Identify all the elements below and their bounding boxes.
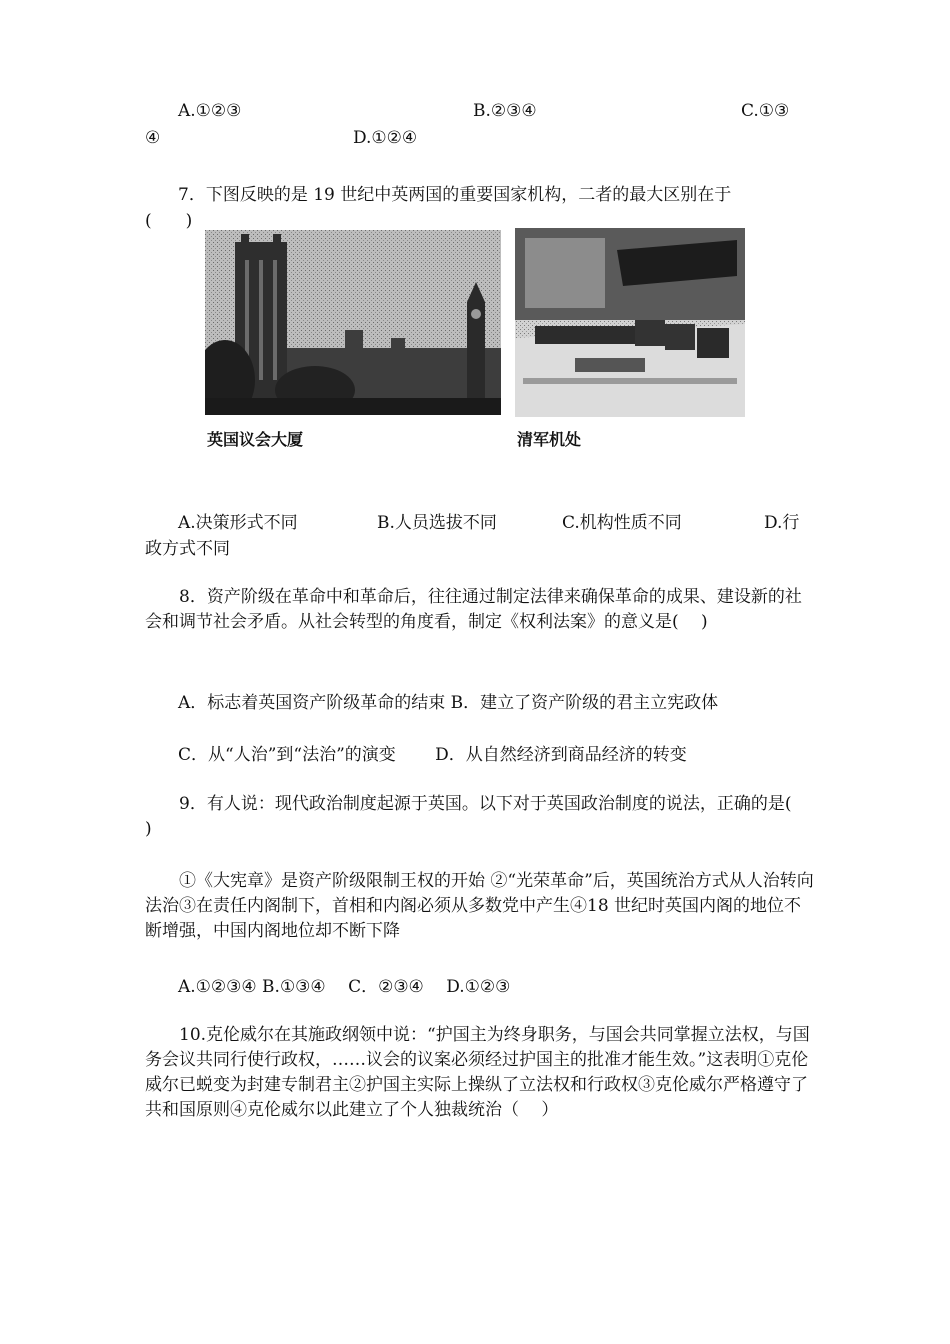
q7-option-c: C.机构性质不同: [562, 513, 682, 533]
q6-option-d: D.①②④: [353, 128, 418, 148]
q7-option-b: B.人员选拔不同: [377, 513, 497, 533]
q9-stem: 9．有人说：现代政治制度起源于英国。以下对于英国政治制度的说法，正确的是( ): [145, 794, 814, 839]
q8-stem: 8．资产阶级在革命中和革命后，往往通过制定法律来确保革命的成果、建设新的社会和调节社会矛盾。从社会转型的角度看，制定《权利法案》的意义是( ): [145, 587, 802, 632]
q6-option-b: B.②③④: [473, 101, 537, 121]
q6-option-c: C.①③: [741, 101, 790, 121]
q8-options-ab: A．标志着英国资产阶级革命的结束 B．建立了资产阶级的君主立宪政体: [178, 693, 719, 713]
q7-answer-blank: ( ): [145, 211, 193, 231]
q10-stem: 10.克伦威尔在其施政纲领中说：“护国主为终身职务，与国会共同掌握立法权，与国务会议共同行使行政权，……议会的议案必须经过护国主的批准才能生效。”这表明①克伦威尔已蜕变为封建专制君主②护国主实际上操纵了立法权和行政权③克伦威尔严格遵守了共和国原则④克伦威尔以此建立了个人独裁统治（ ）: [145, 1025, 810, 1120]
q9-statements: ①《大宪章》是资产阶级限制王权的开始 ②“光荣革命”后，英国统治方式从人治转向法治③在责任内阁制下，首相和内阁必须从多数党中产生④18 世纪时英国内阁的地位不断增强，中国内阁地位却不断下降: [145, 871, 814, 941]
q7-option-d-continued: 政方式不同: [145, 539, 230, 559]
q7-option-a: A.决策形式不同: [178, 513, 298, 533]
grand-council-photo: [515, 228, 745, 417]
q7-option-d: D.行: [764, 513, 800, 533]
q9-options: A.①②③④ B.①③④ C．②③④ D.①②③: [178, 977, 511, 997]
q6-option-c-continued: ④: [145, 128, 161, 148]
parliament-caption: 英国议会大厦: [207, 430, 304, 449]
parliament-photo: [205, 230, 501, 415]
grand-council-caption: 清军机处: [517, 430, 582, 449]
q7-stem: 7．下图反映的是 19 世纪中英两国的重要国家机构，二者的最大区别在于: [178, 185, 732, 205]
q8-options-cd: C．从“人治”到“法治”的演变 D．从自然经济到商品经济的转变: [178, 745, 687, 765]
q6-option-a: A.①②③: [178, 101, 242, 121]
